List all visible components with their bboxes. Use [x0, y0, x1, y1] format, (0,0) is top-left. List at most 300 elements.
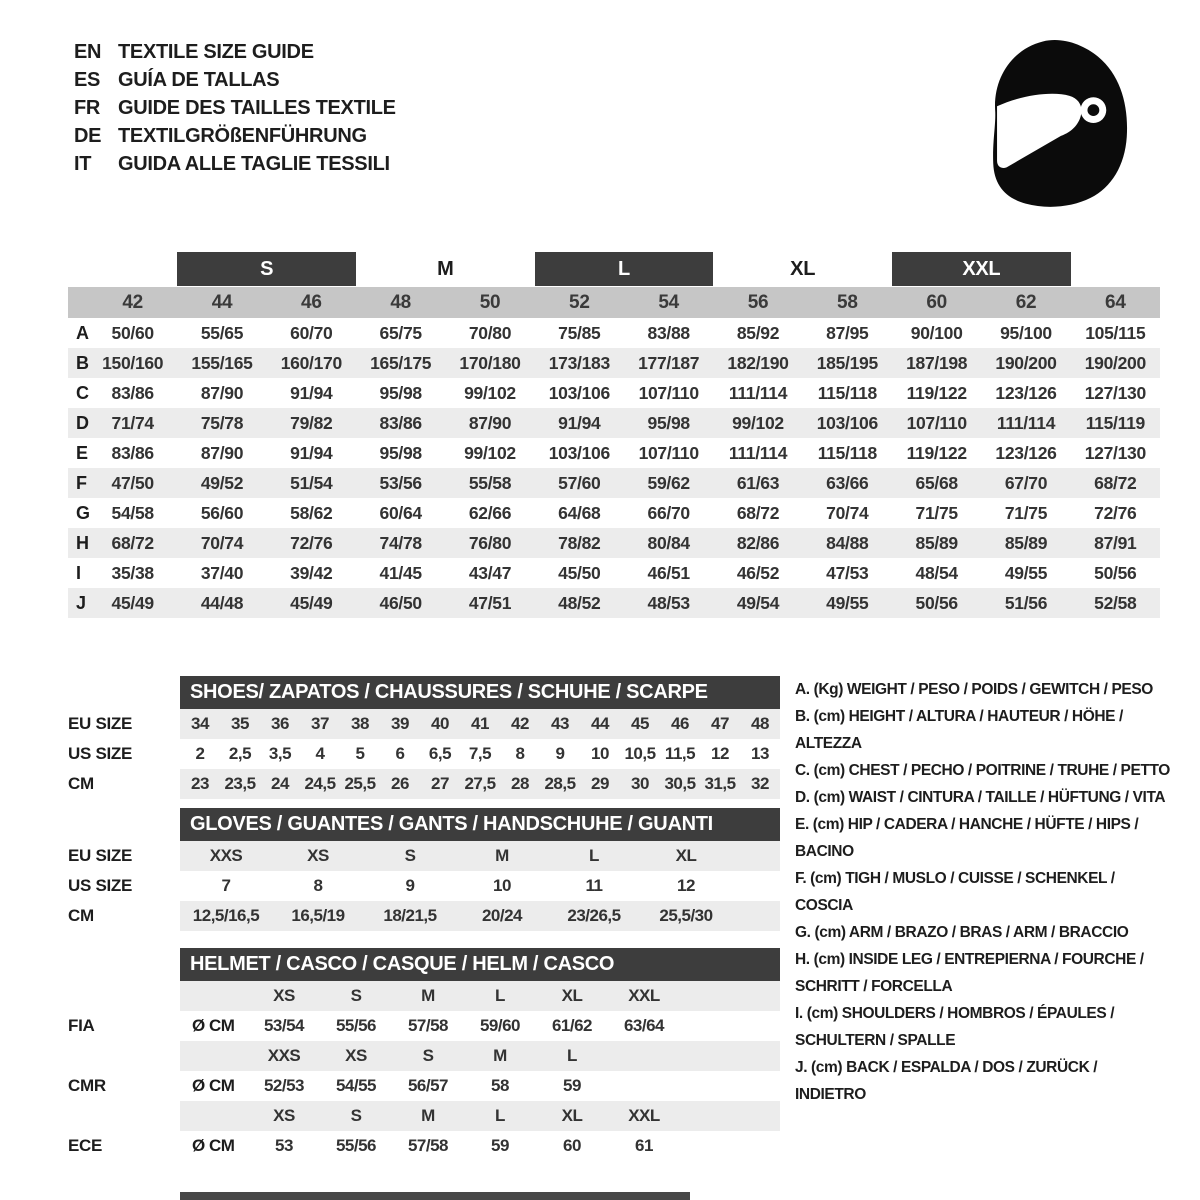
measure-cell: 45/49 — [111, 592, 154, 613]
language-code: ES — [74, 68, 101, 91]
size-cell: L — [495, 986, 505, 1005]
size-cell: 7 — [221, 876, 231, 895]
legend-item: G. (cm) ARM / BRAZO / BRAS / ARM / BRACCIO — [795, 924, 1129, 941]
size-cell: 12 — [677, 876, 695, 895]
row-label: EU SIZE — [68, 846, 133, 865]
measure-row-i — [68, 558, 1160, 588]
measure-cell: 68/72 — [1094, 472, 1137, 493]
measure-cell: 72/76 — [1094, 502, 1137, 523]
measure-cell: 46/50 — [379, 592, 422, 613]
size-cell: 10 — [591, 744, 609, 763]
measure-cell: 99/102 — [464, 382, 516, 403]
legend-item: I. (cm) SHOULDERS / HOMBROS / ÉPAULES / SCHULTERN / SPALLE — [795, 1005, 1115, 1049]
helmet-row — [68, 1101, 780, 1131]
measure-cell: 67/70 — [1004, 472, 1048, 493]
measure-row-c — [68, 378, 1160, 408]
size-cell: 23,5 — [224, 774, 256, 793]
size-cell: 24 — [271, 774, 289, 793]
language-row — [74, 38, 396, 66]
sub-row-values — [180, 709, 780, 739]
row-letter: B — [76, 352, 89, 373]
measure-cell: 80/84 — [647, 532, 690, 553]
measure-cell: 185/195 — [816, 352, 878, 373]
measure-cell: 82/86 — [736, 532, 780, 553]
measure-cell: 119/122 — [906, 382, 967, 403]
measure-cell: 103/106 — [548, 442, 610, 463]
language-row — [74, 122, 396, 150]
measure-row-b — [68, 348, 1160, 378]
measure-cell: 182/190 — [727, 352, 789, 373]
measure-cell: 107/110 — [906, 412, 967, 433]
helmet-row — [68, 1071, 780, 1101]
size-header-cell: 48 — [390, 291, 411, 313]
size-cell: XXS — [209, 846, 243, 865]
measure-cell: 62/66 — [468, 502, 512, 523]
measure-cell: 48/52 — [558, 592, 601, 613]
language-label: GUÍA DE TALLAS — [118, 68, 280, 91]
size-cell: 40 — [431, 714, 449, 733]
size-cell: 61/62 — [551, 1016, 593, 1035]
size-cell: 57/58 — [407, 1136, 449, 1155]
racing-helmet-icon — [978, 30, 1142, 216]
measure-cell: 64/68 — [558, 502, 601, 523]
measure-cell: 107/110 — [638, 442, 699, 463]
sub-row-values — [180, 871, 780, 901]
size-cell: 53/54 — [263, 1016, 305, 1035]
size-cell: 58 — [491, 1076, 509, 1095]
size-cell: 47 — [711, 714, 729, 733]
size-cell: 29 — [591, 774, 609, 793]
measure-cell: 107/110 — [638, 382, 699, 403]
size-cell: 34 — [191, 714, 209, 733]
size-cell: 30,5 — [664, 774, 696, 793]
row-letter: C — [76, 382, 89, 403]
measure-cell: 74/78 — [379, 532, 422, 553]
measure-cell: 68/72 — [736, 502, 780, 523]
sub-row-values — [180, 981, 780, 1011]
measure-cell: 79/82 — [290, 412, 333, 433]
measure-cell: 70/74 — [826, 502, 869, 523]
measure-cell: 115/118 — [817, 382, 877, 403]
shoes-table — [68, 676, 780, 799]
measure-cell: 37/40 — [200, 562, 244, 583]
size-cell: 32 — [751, 774, 769, 793]
measure-cell: 48/54 — [915, 562, 958, 583]
size-header-cell: 56 — [747, 291, 769, 313]
measure-cell: 76/80 — [468, 532, 512, 553]
row-label: US SIZE — [68, 744, 133, 763]
measure-cell: 99/102 — [464, 442, 516, 463]
size-cell: 4 — [315, 744, 325, 763]
shoes-section-bar — [180, 676, 780, 709]
sub-row-values — [180, 1071, 780, 1101]
measure-cell: 54/58 — [111, 502, 154, 523]
helmet-rows — [68, 981, 780, 1161]
measure-cell: 187/198 — [906, 352, 968, 373]
size-cell: 54/55 — [335, 1076, 377, 1095]
measure-cell: 60/64 — [379, 502, 422, 523]
size-cell: 27 — [431, 774, 449, 793]
measure-cell: 111/114 — [728, 442, 788, 463]
measure-cell: 72/76 — [290, 532, 333, 553]
size-cell: 42 — [511, 714, 529, 733]
measure-cell: 55/58 — [468, 472, 512, 493]
measure-cell: 165/175 — [370, 352, 432, 373]
size-cell: S — [422, 1046, 434, 1065]
measure-row-j — [68, 588, 1160, 618]
measure-cell: 155/165 — [191, 352, 253, 373]
measure-row-f — [68, 468, 1160, 498]
row-label: CM — [68, 906, 94, 925]
size-cell: XXL — [628, 986, 660, 1005]
measure-cell: 47/53 — [826, 562, 869, 583]
sub-row — [68, 769, 780, 799]
legend-item: J. (cm) BACK / ESPALDA / DOS / ZURÜCK / INDIETRO — [795, 1059, 1098, 1103]
size-cell: XXS — [267, 1046, 301, 1065]
measure-cell: 103/106 — [548, 382, 610, 403]
measure-cell: 83/86 — [111, 382, 154, 403]
gloves-table — [68, 808, 780, 931]
measure-cell: 70/80 — [468, 322, 512, 343]
measure-cell: 87/90 — [200, 382, 244, 403]
helmet-section-bar — [180, 948, 780, 981]
row-letter: F — [76, 472, 87, 493]
sub-row-values — [180, 841, 780, 871]
measure-cell: 46/51 — [647, 562, 690, 583]
size-cell: 35 — [231, 714, 249, 733]
measure-cell: 123/126 — [995, 442, 1057, 463]
size-cell: L — [589, 846, 599, 865]
size-cell: M — [421, 1106, 435, 1125]
measure-cell: 61/63 — [736, 472, 780, 493]
legend-item: F. (cm) TIGH / MUSLO / CUISSE / SCHENKEL / COSCIA — [795, 870, 1115, 914]
size-cell: 44 — [591, 714, 609, 733]
measure-cell: 78/82 — [558, 532, 601, 553]
row-label — [68, 981, 180, 1011]
size-cell: 55/56 — [335, 1016, 377, 1035]
measure-cell: 91/94 — [290, 382, 333, 403]
row-letter: I — [76, 562, 81, 583]
language-label: TEXTILGRÖßENFÜHRUNG — [118, 124, 367, 147]
size-cell: 25,5 — [344, 774, 376, 793]
measure-cell: 39/42 — [290, 562, 333, 583]
sub-row-values — [180, 739, 780, 769]
size-cell: M — [495, 846, 509, 865]
measure-cell: 45/50 — [558, 562, 601, 583]
size-cell: 12 — [711, 744, 729, 763]
size-cell: 61 — [635, 1136, 653, 1155]
legend — [795, 676, 1170, 1108]
size-header-cell: 62 — [1015, 291, 1037, 313]
measure-cell: 95/98 — [379, 442, 422, 463]
measure-cell: 51/54 — [290, 472, 333, 493]
row-label: CMR — [68, 1076, 106, 1095]
size-cell: S — [350, 986, 362, 1005]
measure-cell: 71/75 — [1004, 502, 1048, 523]
measure-cell: 115/118 — [817, 442, 877, 463]
size-cell: 11 — [585, 876, 603, 895]
row-label: EU SIZE — [68, 714, 133, 733]
size-cell: 56/57 — [407, 1076, 449, 1095]
measure-cell: 103/106 — [816, 412, 878, 433]
size-cell: S — [350, 1106, 362, 1125]
size-cell: 10 — [493, 876, 511, 895]
sub-row — [68, 871, 780, 901]
size-cell: 52/53 — [263, 1076, 305, 1095]
sub-row-values — [180, 1101, 780, 1131]
measure-cell: 50/56 — [915, 592, 958, 613]
legend-item: C. (cm) CHEST / PECHO / POITRINE / TRUHE / PETTO — [795, 762, 1170, 779]
measure-cell: 66/70 — [647, 502, 690, 523]
diameter-label: Ø CM — [192, 1016, 235, 1035]
measure-cell: 71/74 — [111, 412, 154, 433]
size-header-cell: 60 — [926, 291, 947, 313]
size-header-row — [68, 287, 1160, 318]
language-label: GUIDA ALLE TAGLIE TESSILI — [118, 152, 390, 175]
size-cell: XL — [561, 1106, 583, 1125]
measure-cell: 59/62 — [647, 472, 690, 493]
size-cell: 38 — [351, 714, 369, 733]
helmet-row — [68, 1041, 780, 1071]
legend-item: A. (Kg) WEIGHT / PESO / POIDS / GEWITCH / PESO — [795, 681, 1153, 698]
sub-row — [68, 901, 780, 931]
row-label — [68, 1041, 180, 1071]
size-cell: 18/21,5 — [383, 906, 437, 925]
size-header-cell: 64 — [1105, 291, 1126, 313]
cropped-section-bar — [180, 1192, 690, 1200]
language-code: EN — [74, 40, 102, 63]
size-header-cell: 58 — [837, 291, 858, 313]
size-cell: 23 — [191, 774, 209, 793]
measure-cell: 75/85 — [558, 322, 601, 343]
measure-cell: 63/66 — [826, 472, 869, 493]
measure-cell: 52/58 — [1094, 592, 1137, 613]
legend-item: D. (cm) WAIST / CINTURA / TAILLE / HÜFTUNG / VITA — [795, 789, 1166, 806]
measure-cell: 150/160 — [102, 352, 164, 373]
measure-cell: 170/180 — [459, 352, 521, 373]
measure-cell: 87/95 — [826, 322, 869, 343]
helmet-title: HELMET / CASCO / CASQUE / HELM / CASCO — [190, 953, 615, 975]
measure-row-a — [68, 318, 1160, 348]
measure-row-h — [68, 528, 1160, 558]
measure-cell: 51/56 — [1004, 592, 1048, 613]
measure-cell: 111/114 — [728, 382, 788, 403]
size-header-cell: 52 — [569, 291, 590, 313]
measure-cell: 53/56 — [379, 472, 422, 493]
size-cell: 55/56 — [335, 1136, 377, 1155]
row-label: CM — [68, 774, 94, 793]
measure-cell: 173/183 — [548, 352, 610, 373]
measure-cell: 91/94 — [558, 412, 601, 433]
row-letter: H — [76, 532, 89, 553]
size-header-cell: 50 — [479, 291, 501, 313]
size-cell: 13 — [751, 744, 769, 763]
language-row — [74, 94, 396, 122]
sub-row-values — [180, 1011, 780, 1041]
size-group-l: L — [535, 252, 714, 286]
measure-cell: 190/200 — [995, 352, 1057, 373]
measure-cell: 75/78 — [200, 412, 244, 433]
measure-cell: 47/50 — [111, 472, 154, 493]
sub-row — [68, 739, 780, 769]
measure-cell: 57/60 — [558, 472, 601, 493]
helmet-table — [68, 948, 780, 1161]
size-cell: 45 — [631, 714, 649, 733]
measure-cell: 68/72 — [111, 532, 154, 553]
measure-cell: 49/55 — [1004, 562, 1048, 583]
sub-row-values — [180, 901, 780, 931]
size-group-row — [68, 252, 1160, 286]
size-cell: 27,5 — [464, 774, 496, 793]
size-cell: 6 — [395, 744, 405, 763]
measure-cell: 177/187 — [638, 352, 700, 373]
size-cell: XL — [561, 986, 583, 1005]
sub-row — [68, 841, 780, 871]
language-label: GUIDE DES TAILLES TEXTILE — [118, 96, 396, 119]
size-cell: 28 — [511, 774, 529, 793]
size-cell: XS — [273, 986, 295, 1005]
measure-cell: 47/51 — [468, 592, 512, 613]
size-cell: 41 — [471, 714, 489, 733]
measure-cell: 65/75 — [379, 322, 422, 343]
textile-body — [68, 318, 1160, 618]
gloves-section-bar — [180, 808, 780, 841]
measure-cell: 85/89 — [1004, 532, 1048, 553]
measure-row-e — [68, 438, 1160, 468]
size-cell: L — [495, 1106, 505, 1125]
measure-cell: 49/52 — [200, 472, 244, 493]
measure-cell: 70/74 — [200, 532, 244, 553]
size-group-xl: XL — [790, 257, 816, 280]
row-letter: G — [76, 502, 90, 523]
textile-size-table — [68, 252, 1160, 618]
size-cell: 8 — [515, 744, 525, 763]
measure-cell: 105/115 — [1085, 322, 1146, 343]
measure-cell: 50/60 — [111, 322, 154, 343]
measure-cell: 83/88 — [647, 322, 690, 343]
gloves-rows — [68, 841, 780, 931]
size-cell: 6,5 — [428, 744, 452, 763]
size-cell: 57/58 — [407, 1016, 449, 1035]
legend-item: B. (cm) HEIGHT / ALTURA / HAUTEUR / HÖHE / ALTEZZA — [795, 708, 1123, 752]
measure-cell: 46/52 — [736, 562, 780, 583]
measure-cell: 48/53 — [647, 592, 690, 613]
measure-cell: 190/200 — [1084, 352, 1146, 373]
size-cell: 23/26,5 — [567, 906, 621, 925]
size-cell: 2,5 — [228, 744, 252, 763]
size-header-cell: 54 — [658, 291, 679, 313]
measure-cell: 85/92 — [736, 322, 780, 343]
sub-row-values — [180, 769, 780, 799]
size-cell: 39 — [391, 714, 409, 733]
size-cell: 59 — [563, 1076, 581, 1095]
size-cell: 24,5 — [304, 774, 336, 793]
language-code: FR — [74, 96, 101, 119]
legend-item: E. (cm) HIP / CADERA / HANCHE / HÜFTE / HIPS / BACINO — [795, 816, 1139, 860]
size-cell: 37 — [311, 714, 329, 733]
size-header-cell: 44 — [211, 291, 233, 313]
measure-cell: 127/130 — [1084, 442, 1146, 463]
measure-row-g — [68, 498, 1160, 528]
size-cell: 20/24 — [481, 906, 523, 925]
racing-helmet-svg — [978, 30, 1142, 216]
measure-cell: 84/88 — [826, 532, 869, 553]
measure-cell: 60/70 — [290, 322, 333, 343]
helmet-row — [68, 981, 780, 1011]
size-cell: XS — [273, 1106, 295, 1125]
measure-cell: 71/75 — [915, 502, 958, 523]
language-row — [74, 150, 396, 178]
measure-cell: 95/98 — [647, 412, 690, 433]
size-cell: 26 — [391, 774, 409, 793]
language-row — [74, 66, 396, 94]
language-label: TEXTILE SIZE GUIDE — [118, 40, 314, 63]
gloves-title: GLOVES / GUANTES / GANTS / HANDSCHUHE / GUANTI — [190, 813, 713, 835]
measure-cell: 50/56 — [1094, 562, 1137, 583]
size-cell: 2 — [195, 744, 205, 763]
measure-cell: 35/38 — [111, 562, 154, 583]
size-cell: 46 — [671, 714, 689, 733]
measure-cell: 119/122 — [906, 442, 967, 463]
language-list — [74, 38, 396, 178]
sub-row-values — [180, 1131, 780, 1161]
size-cell: 9 — [555, 744, 565, 763]
measure-cell: 49/54 — [736, 592, 780, 613]
row-label: US SIZE — [68, 876, 133, 895]
measure-cell: 83/86 — [111, 442, 154, 463]
sub-row-values — [180, 1041, 780, 1071]
measure-cell: 56/60 — [200, 502, 244, 523]
measure-cell: 65/68 — [915, 472, 958, 493]
measure-cell: 123/126 — [995, 382, 1057, 403]
size-cell: 28,5 — [544, 774, 576, 793]
row-letter: D — [76, 412, 89, 433]
measure-cell: 99/102 — [732, 412, 784, 433]
row-label: ECE — [68, 1136, 103, 1155]
measure-cell: 160/170 — [280, 352, 342, 373]
measure-cell: 45/49 — [290, 592, 333, 613]
measure-cell: 85/89 — [915, 532, 958, 553]
measure-cell: 90/100 — [910, 322, 963, 343]
measure-cell: 91/94 — [290, 442, 333, 463]
size-cell: 12,5/16,5 — [192, 906, 260, 925]
size-cell: 5 — [355, 744, 365, 763]
measure-cell: 87/91 — [1094, 532, 1137, 553]
size-cell: S — [404, 846, 416, 865]
measure-cell: 95/98 — [379, 382, 422, 403]
row-letter: J — [76, 592, 86, 613]
measure-cell: 49/55 — [826, 592, 869, 613]
size-cell: 8 — [313, 876, 323, 895]
measure-cell: 95/100 — [1000, 322, 1052, 343]
measure-cell: 87/90 — [468, 412, 512, 433]
size-header-cell: 42 — [122, 291, 143, 313]
size-group-xxl: XXL — [892, 252, 1071, 286]
measure-cell: 83/86 — [379, 412, 422, 433]
measure-cell: 58/62 — [290, 502, 333, 523]
size-group-m: M — [437, 257, 454, 280]
shoes-rows — [68, 709, 780, 799]
helmet-row — [68, 1011, 780, 1041]
size-cell: 25,5/30 — [659, 906, 713, 925]
measure-cell: 127/130 — [1084, 382, 1146, 403]
helmet-row — [68, 1131, 780, 1161]
size-cell: M — [493, 1046, 507, 1065]
size-cell: XS — [307, 846, 329, 865]
size-cell: M — [421, 986, 435, 1005]
size-cell: 16,5/19 — [291, 906, 345, 925]
legend-item: H. (cm) INSIDE LEG / ENTREPIERNA / FOURCHE / SCHRITT / FORCELLA — [795, 951, 1144, 995]
